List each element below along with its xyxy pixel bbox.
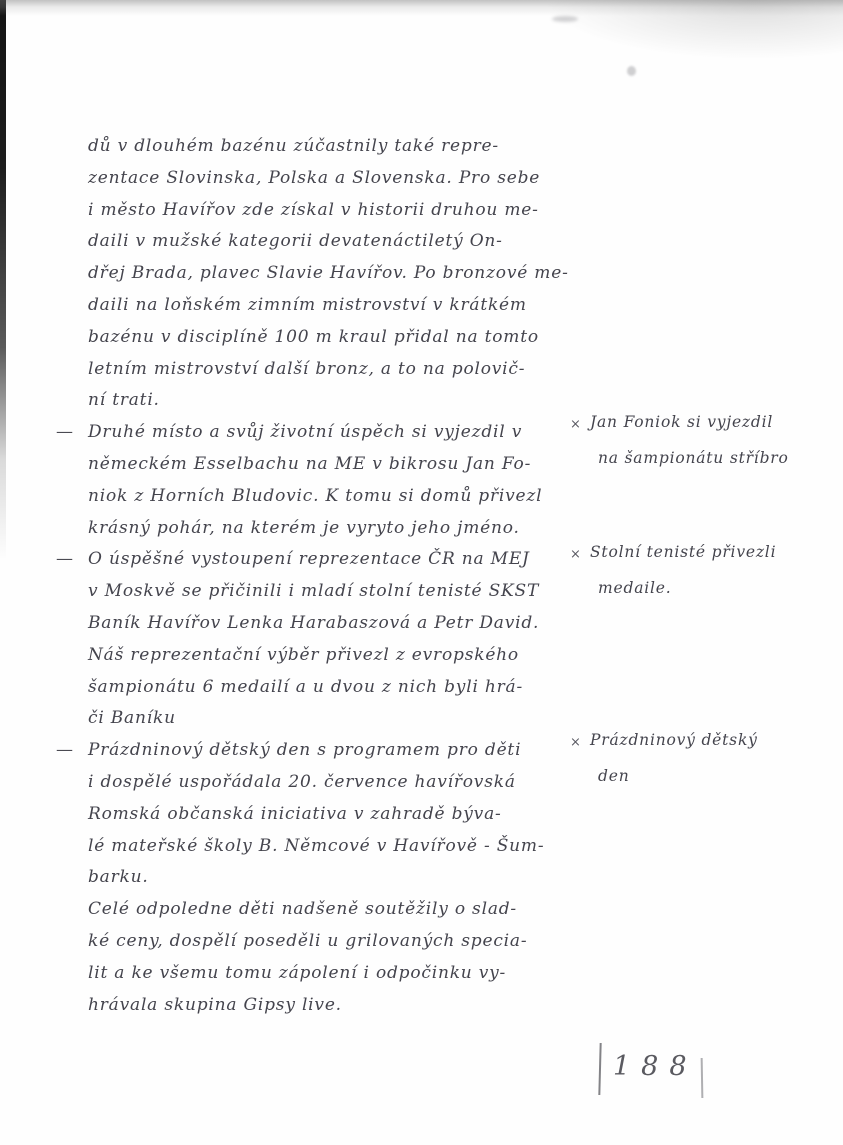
- scan-noise-top-right: [543, 0, 843, 60]
- text-line: lit a ke všemu tomu zápolení i odpočinku vy-: [88, 962, 507, 983]
- pen-stroke-left: [598, 1043, 601, 1095]
- text-line: Prázdninový dětský den s programem pro děti: [88, 740, 522, 761]
- text-line: krásný pohár, na kterém je vyryto jeho jméno.: [88, 517, 520, 538]
- text-line: barku.: [88, 867, 149, 888]
- text-line: daili v mužské kategorii devatenáctiletý On-: [88, 231, 503, 252]
- text-line: německém Esselbachu na ME v bikrosu Jan Fo-: [88, 453, 532, 474]
- text-line: lé mateřské školy B. Němcové v Havířově - Šum-: [88, 835, 545, 856]
- margin-note-line: den: [598, 767, 630, 785]
- text-line: daili na loňském zimním mistrovství v krátkém: [88, 294, 527, 315]
- bullet-dash: —: [56, 740, 73, 761]
- scan-edge-artifact-left: [0, 0, 6, 560]
- text-line: O úspěšné vystoupení reprezentace ČR na MEJ: [88, 549, 530, 570]
- text-line: Romská občanská iniciativa v zahradě býva-: [88, 803, 502, 824]
- cross-mark-icon: ×: [570, 735, 582, 750]
- text-line: letním mistrovství další bronz, a to na polovič-: [88, 358, 526, 379]
- paragraph-afternoon: [58, 894, 570, 1021]
- text-line: niok z Horních Bludovic. K tomu si domů přivezl: [88, 485, 543, 506]
- margin-note-line: medaile.: [598, 579, 672, 597]
- text-line: ní trati.: [88, 390, 160, 411]
- text-line: bazénu v disciplíně 100 m kraul přidal na tomto: [88, 326, 539, 347]
- cross-mark-icon: ×: [570, 547, 582, 562]
- cross-mark-icon: ×: [570, 417, 582, 432]
- margin-note-foniok: [572, 404, 840, 476]
- margin-note-line: Jan Foniok si vyjezdil: [590, 413, 774, 431]
- text-line: Celé odpoledne děti nadšeně soutěžily o slad-: [88, 899, 517, 920]
- margin-note-line: na šampionátu stříbro: [598, 449, 789, 467]
- text-line: Druhé místo a svůj životní úspěch si vyjezdil v: [88, 422, 523, 443]
- bullet-dash: —: [56, 549, 73, 570]
- paragraph-childrens-day: [58, 735, 570, 894]
- scan-speck: [552, 16, 578, 22]
- text-line: ké ceny, dospělí poseděli u grilovaných specia-: [88, 930, 528, 951]
- text-line: či Baníku: [88, 708, 176, 729]
- text-line: i město Havířov zde získal v historii druhou me-: [88, 199, 539, 220]
- text-line: i dospělé uspořádala 20. července havířovská: [88, 771, 516, 792]
- margin-note-childrens-day: [572, 722, 840, 794]
- margin-note-line: Stolní tenisté přivezli: [590, 543, 777, 561]
- margin-note-table-tennis: [572, 534, 840, 606]
- text-line: v Moskvě se přičinili i mladí stolní tenisté SKST: [88, 581, 540, 602]
- text-line: Náš reprezentační výběr přivezl z evropského: [88, 644, 519, 665]
- main-text-column: [58, 131, 570, 1021]
- text-line: dřej Brada, plavec Slavie Havířov. Po bronzové me-: [88, 263, 569, 284]
- text-line: Baník Havířov Lenka Harabaszová a Petr David.: [88, 612, 540, 633]
- bullet-dash: —: [56, 422, 73, 443]
- scan-speck: [627, 66, 636, 76]
- text-line: šampionátu 6 medailí a u dvou z nich byli hrá-: [88, 676, 524, 697]
- text-line: dů v dlouhém bazénu zúčastnily také repre-: [88, 136, 499, 156]
- text-line: zentace Slovinska, Polska a Slovenska. Pro sebe: [88, 167, 541, 188]
- pen-stroke-right: [701, 1058, 704, 1098]
- paragraph-bikros: [58, 417, 570, 544]
- paragraph-table-tennis: [58, 544, 570, 735]
- page-number: 188: [613, 1051, 698, 1082]
- text-line: hrávala skupina Gipsy live.: [88, 994, 342, 1015]
- paragraph-swimming: [58, 131, 570, 417]
- margin-note-line: Prázdninový dětský: [590, 731, 758, 749]
